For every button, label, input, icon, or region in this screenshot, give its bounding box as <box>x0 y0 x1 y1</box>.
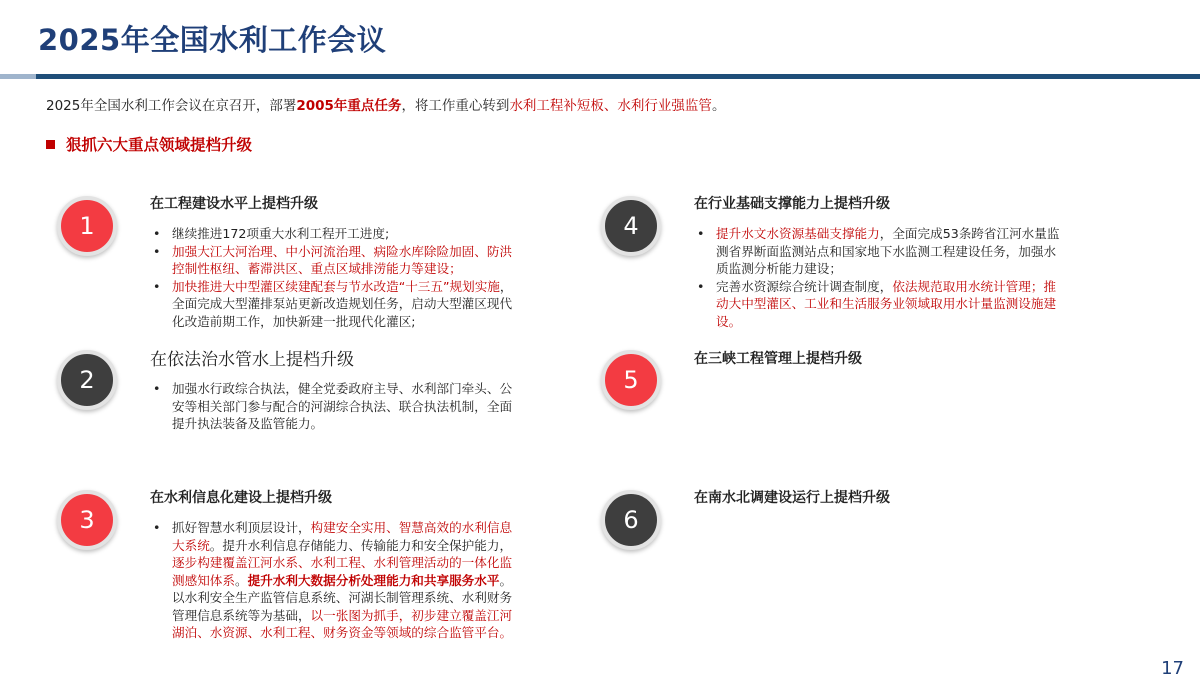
bullet-text: 抓好智慧水利顶层设计， <box>172 520 311 535</box>
item-2-bullets <box>150 380 520 433</box>
item-1-bullets <box>150 225 520 330</box>
bullet-text: 加强大江大河治理、中小河流治理、病险水库除险加固、防洪控制性枢纽、蓄滞洪区、重点区域排涝能力等建设； <box>172 243 513 276</box>
intro-highlight: 水利工程补短板、水利行业强监管 <box>509 98 712 114</box>
bullet-item <box>694 225 1064 278</box>
bullet-item <box>150 519 520 642</box>
section-heading-text: 狠抓六大重点领域提档升级 <box>66 136 253 154</box>
item-4-bullets <box>694 225 1064 330</box>
intro-text <box>46 94 725 114</box>
bullet-text: 依法规范取用水统计管理；推动大中型灌区、工业和生活服务业领域取用水计量监测设施建设。 <box>716 278 1057 329</box>
bullet-text: 。以水利安全生产监管信息系统、河湖长制管理系统、水利财务管理信息系统等为基础， <box>172 572 513 623</box>
item-title-6: 在南水北调建设运行上提档升级 <box>694 490 890 506</box>
title-rule-accent <box>0 74 36 79</box>
bullet-text: 继续推进172项重大水利工程开工进度; <box>172 226 390 241</box>
bullet-text: 逐步构建覆盖江河水系、水利工程、水利管理活动的一体化监测感知体系 <box>172 555 513 588</box>
bullet-item <box>150 278 520 331</box>
bullet-text: ，全面完成大型灌排泵站更新改造规划任务，启动大型灌区现代化改造前期工作，加快新建一批现代化灌区; <box>172 278 513 329</box>
bullet-text: 。 <box>234 572 248 588</box>
bullet-text: 完善水资源综合统计调查制度， <box>716 278 893 294</box>
number-circle-6: 6 <box>601 490 661 550</box>
intro-part: ，将工作重心转到 <box>401 98 510 114</box>
number-circle-5: 5 <box>601 350 661 410</box>
intro-highlight: 2005年重点任务 <box>296 98 402 114</box>
number-circle-1: 1 <box>57 196 117 256</box>
bullet-item <box>150 225 520 243</box>
slide-title: 2025年全国水利工作会议 <box>38 23 387 57</box>
page-number: 17 <box>1161 658 1184 679</box>
bullet-text: 以一张图为抓手，初步建立覆盖江河湖泊、水资源、水利工程、财务资金等领域的综合监管平台。 <box>172 607 513 640</box>
item-title-4: 在行业基础支撑能力上提档升级 <box>694 196 890 212</box>
item-title-5: 在三峡工程管理上提档升级 <box>694 351 862 367</box>
bullet-text: 提升水利大数据分析处理能力和共享服务水平 <box>247 572 500 588</box>
bullet-text: 加快推进大中型灌区续建配套与节水改造“十三五”规划实施 <box>172 278 500 294</box>
title-rule <box>36 74 1200 79</box>
item-title-1: 在工程建设水平上提档升级 <box>150 196 318 212</box>
intro-part: 2025年全国水利工作会议在京召开，部署 <box>46 98 297 114</box>
intro-part: 。 <box>711 98 726 114</box>
bullet-text: 提升水文水资源基础支撑能力 <box>716 226 880 241</box>
bullet-item <box>150 243 520 278</box>
bullet-item <box>694 278 1064 331</box>
item-3-bullets <box>150 519 520 642</box>
bullet-text: ，全面完成53条跨省江河水量监测省界断面监测站点和国家地下水监测工程建设任务，加强水质监测分析能力建设； <box>716 226 1060 276</box>
bullet-text: 。提升水利信息存储能力、传输能力和安全保护能力， <box>209 537 513 553</box>
square-bullet-icon <box>46 140 55 149</box>
number-circle-3: 3 <box>57 490 117 550</box>
bullet-text: 构建安全实用、智慧高效的水利信息大系统 <box>172 520 513 553</box>
section-heading <box>46 133 252 155</box>
bullet-item <box>150 380 520 433</box>
item-title-2: 在依法治水管水上提档升级 <box>150 350 354 370</box>
number-circle-2: 2 <box>57 350 117 410</box>
item-title-3: 在水利信息化建设上提档升级 <box>150 490 332 506</box>
number-circle-4: 4 <box>601 196 661 256</box>
bullet-text: 加强水行政综合执法，健全党委政府主导、水利部门牵头、公安等相关部门参与配合的河湖综合执法、联合执法机制，全面提升执法装备及监管能力。 <box>172 381 513 431</box>
